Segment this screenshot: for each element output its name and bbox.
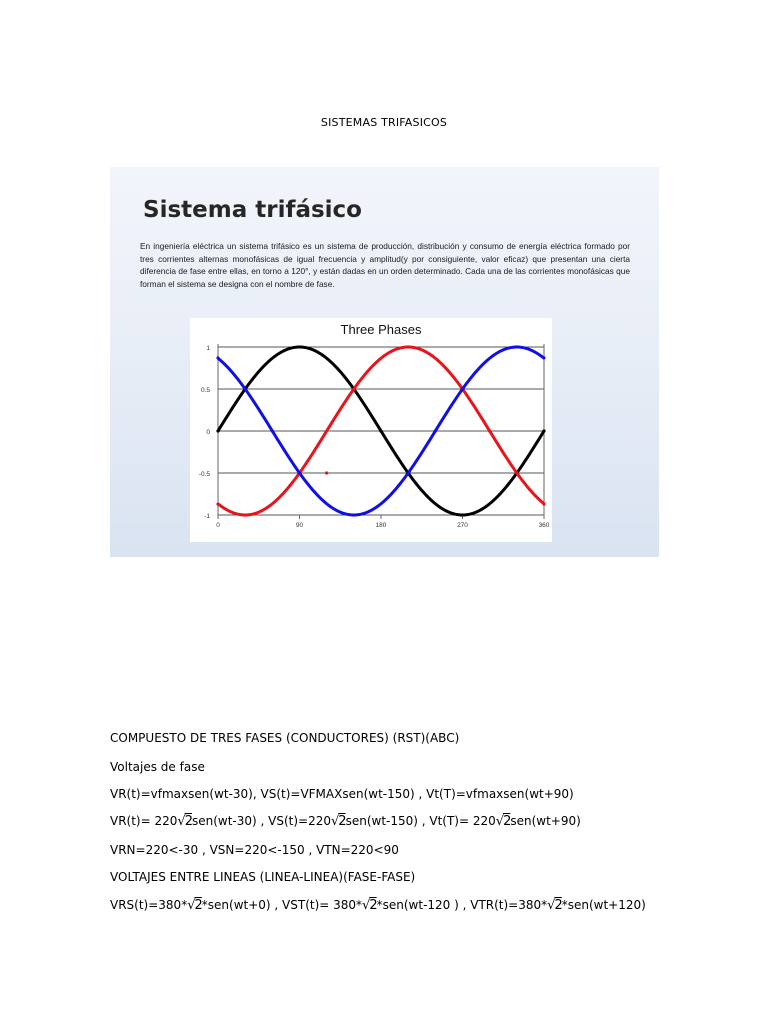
text-segment: sen(wt-150) , Vt(T)= 220 [345,814,496,828]
sqrt-symbol: √2 [331,814,346,829]
text-segment: *sen(wt+0) , VST(t)= 380* [201,898,363,912]
three-phases-chart [190,318,552,542]
data-point [434,429,437,432]
chart-title: Three Phases [340,322,422,337]
sqrt-symbol: √2 [187,898,202,913]
text-line-eq2 [110,814,581,829]
text-segment: VRS(t)=380* [110,898,188,912]
data-point [461,513,464,516]
text-segment: VR(t)= 220 [110,814,178,828]
sqrt-symbol: √2 [495,814,511,829]
figure-heading: Sistema trifásico [143,197,362,223]
text-segment: VOLTAJES ENTRE LINEAS (LINEA-LINEA)(FASE-FASE) [110,870,416,884]
y-tick-label: 0.5 [200,387,210,394]
data-point [407,345,410,348]
text-line-eq1 [110,787,574,801]
text-segment: sen(wt-30) , VS(t)=220 [191,814,331,828]
figure-image [110,167,659,557]
data-point [271,429,274,432]
x-tick-label: 90 [295,522,304,529]
text-line-eq3 [110,843,399,857]
data-point [488,429,491,432]
y-tick-label: 0 [206,429,210,436]
sqrt-symbol: √2 [362,898,377,913]
data-point [352,513,355,516]
page-title: SISTEMAS TRIFASICOS [320,116,448,129]
data-point [216,356,219,359]
text-line-composition [110,731,459,745]
chart-svg [190,318,552,542]
sqrt-symbol: √2 [177,814,192,829]
y-tick-label: 1 [206,345,210,352]
figure-paragraph: En ingeniería eléctrica un sistema trifásico es un sistema de producción, distribución y consumo de energía eléctrica formado por tres corrientes alternas monofásicas de igual frecuencia y amplitud(y por consiguiente, valor eficaz) que presentan una cierta diferencia de fase entre ellas, en torno a 120°, y están dadas en un orden determinado. Cada una de las corrientes monofásicas que forman el sistema se designa con el nombre de fase. [140,241,630,289]
data-point [542,429,545,432]
x-tick-label: 270 [457,522,468,529]
data-point [298,345,301,348]
text-segment: sen(wt+90) [510,814,581,828]
data-point [325,471,328,474]
text-segment: VR(t)=vfmaxsen(wt-30), VS(t)=VFMAXsen(wt-150) , Vt(T)=vfmaxsen(wt+90) [110,787,574,801]
data-point [244,513,247,516]
data-point [542,502,545,505]
data-point [515,345,518,348]
y-tick-label: -1 [204,513,210,520]
data-point [216,429,219,432]
x-tick-label: 180 [375,522,387,529]
data-point [542,356,545,359]
x-tick-label: 360 [538,522,550,529]
x-tick-label: 0 [216,522,220,529]
y-tick-label: -0.5 [198,471,210,478]
data-point [379,429,382,432]
text-line-line-heading [110,870,415,884]
text-segment: VRN=220<-30 , VSN=220<-150 , VTN=220<90 [110,843,399,857]
text-segment: Voltajes de fase [110,760,205,774]
data-point [216,502,219,505]
text-segment: *sen(wt-120 ) , VTR(t)=380* [376,898,548,912]
text-line-phase-heading [110,760,205,774]
sqrt-symbol: √2 [547,898,562,913]
text-line-eq4 [110,898,646,913]
text-segment: *sen(wt+120) [561,898,646,912]
text-segment: COMPUESTO DE TRES FASES (CONDUCTORES) (RST)(ABC) [110,731,460,745]
